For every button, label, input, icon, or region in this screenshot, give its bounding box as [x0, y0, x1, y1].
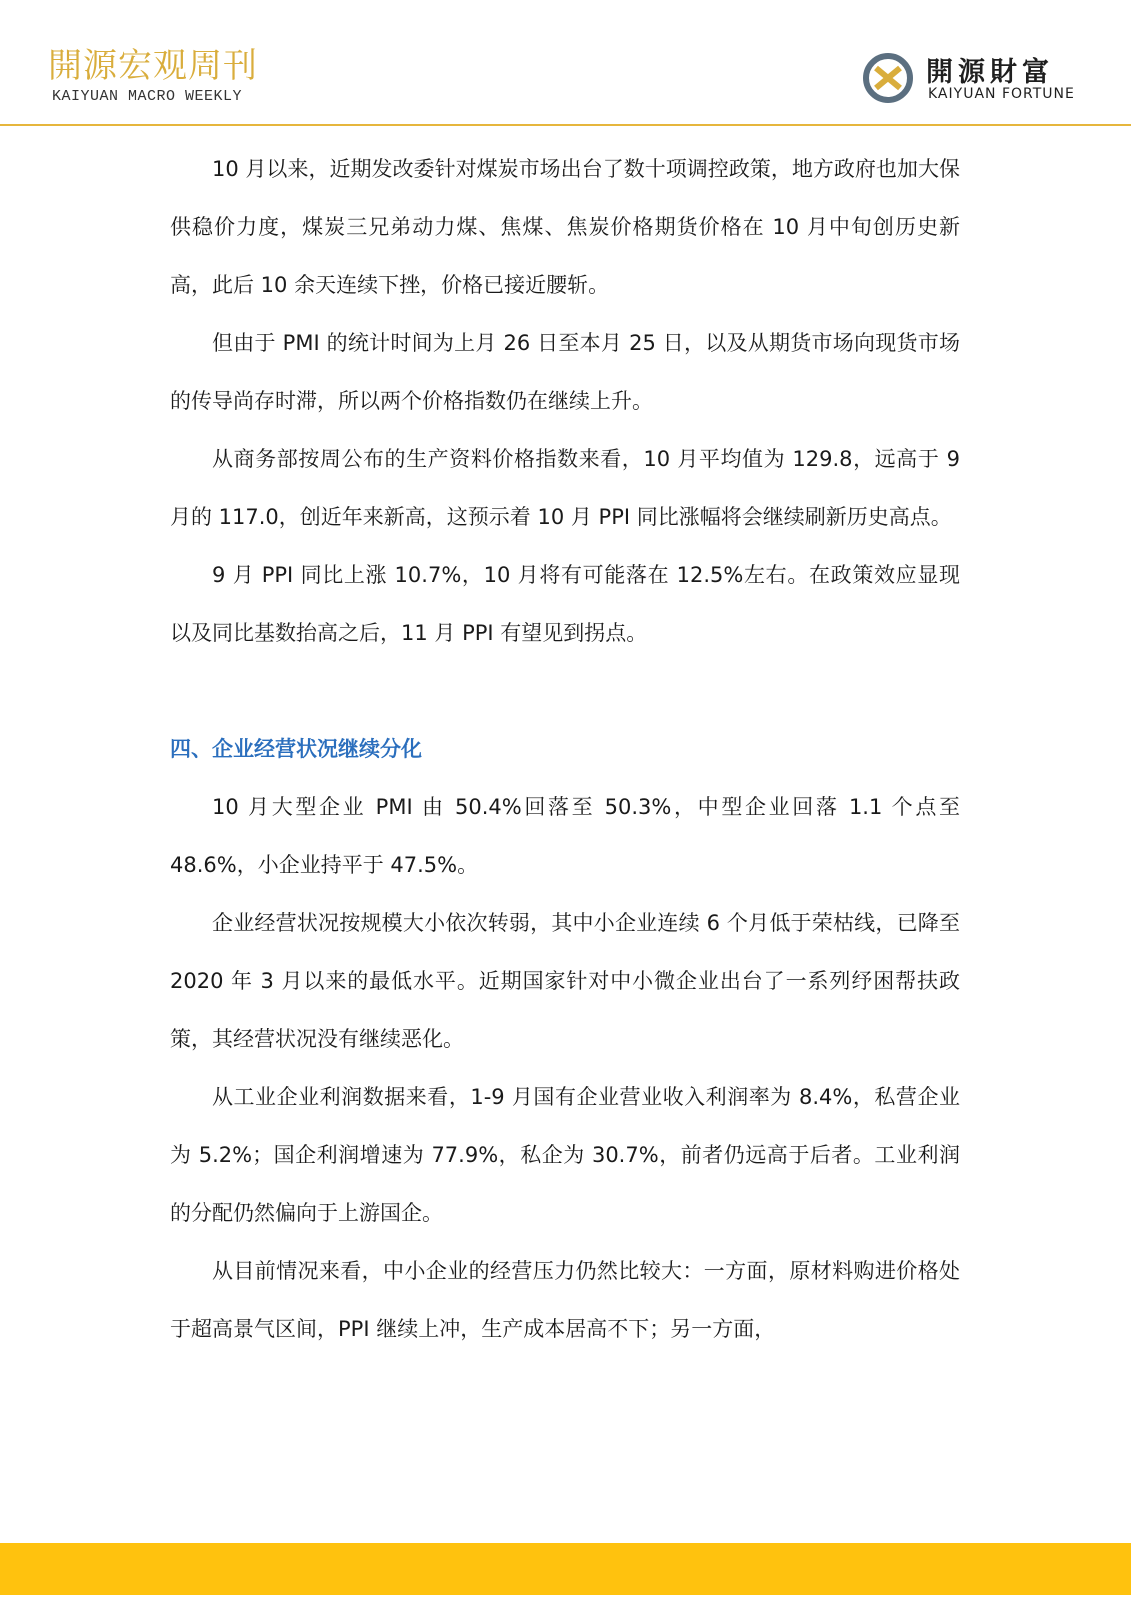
logo-name: 開源財富	[926, 57, 1054, 88]
logo-english-name: KAIYUAN FORTUNE	[928, 86, 1075, 102]
company-logo	[862, 48, 1092, 108]
paragraph: 但由于 PMI 的统计时间为上月 26 日至本月 25 日，以及从期货市场向现货市场的传导尚存时滞，所以两个价格指数仍在继续上升。	[170, 331, 960, 413]
paragraph: 10 月大型企业 PMI 由 50.4%回落至 50.3%，中型企业回落 1.1 个点至 48.6%，小企业持平于 47.5%。	[170, 795, 960, 877]
paragraph: 从目前情况来看，中小企业的经营压力仍然比较大：一方面，原材料购进价格处于超高景气区间，PPI 继续上冲，生产成本居高不下；另一方面，	[170, 1259, 960, 1341]
footer-band	[0, 1543, 1131, 1595]
kaiyuan-logo-icon	[862, 52, 914, 104]
article-body	[170, 140, 960, 1358]
section-heading: 四、企业经营状况继续分化	[170, 737, 422, 761]
paragraph: 10 月以来，近期发改委针对煤炭市场出台了数十项调控政策，地方政府也加大保供稳价力度，煤炭三兄弟动力煤、焦煤、焦炭价格期货价格在 10 月中旬创历史新高，此后 10 余天连续下挫，价格已接近腰斩。	[170, 157, 960, 297]
publication-title: 開源宏观周刊	[48, 46, 258, 86]
paragraph: 从工业企业利润数据来看，1-9 月国有企业营业收入利润率为 8.4%，私营企业为 5.2%；国企利润增速为 77.9%，私企为 30.7%，前者仍远高于后者。工业利润的分配仍然偏向于上游国企。	[170, 1085, 960, 1225]
publication-subtitle: KAIYUAN MACRO WEEKLY	[52, 88, 243, 105]
page-header	[0, 0, 1131, 128]
header-divider	[0, 124, 1131, 126]
paragraph: 企业经营状况按规模大小依次转弱，其中小企业连续 6 个月低于荣枯线，已降至 2020 年 3 月以来的最低水平。近期国家针对中小微企业出台了一系列纾困帮扶政策，其经营状况没有继续恶化。	[170, 911, 960, 1051]
paragraph: 从商务部按周公布的生产资料价格指数来看，10 月平均值为 129.8，远高于 9 月的 117.0，创近年来新高，这预示着 10 月 PPI 同比涨幅将会继续刷新历史高点。	[170, 447, 960, 529]
paragraph: 9 月 PPI 同比上涨 10.7%，10 月将有可能落在 12.5%左右。在政策效应显现以及同比基数抬高之后，11 月 PPI 有望见到拐点。	[170, 563, 960, 645]
